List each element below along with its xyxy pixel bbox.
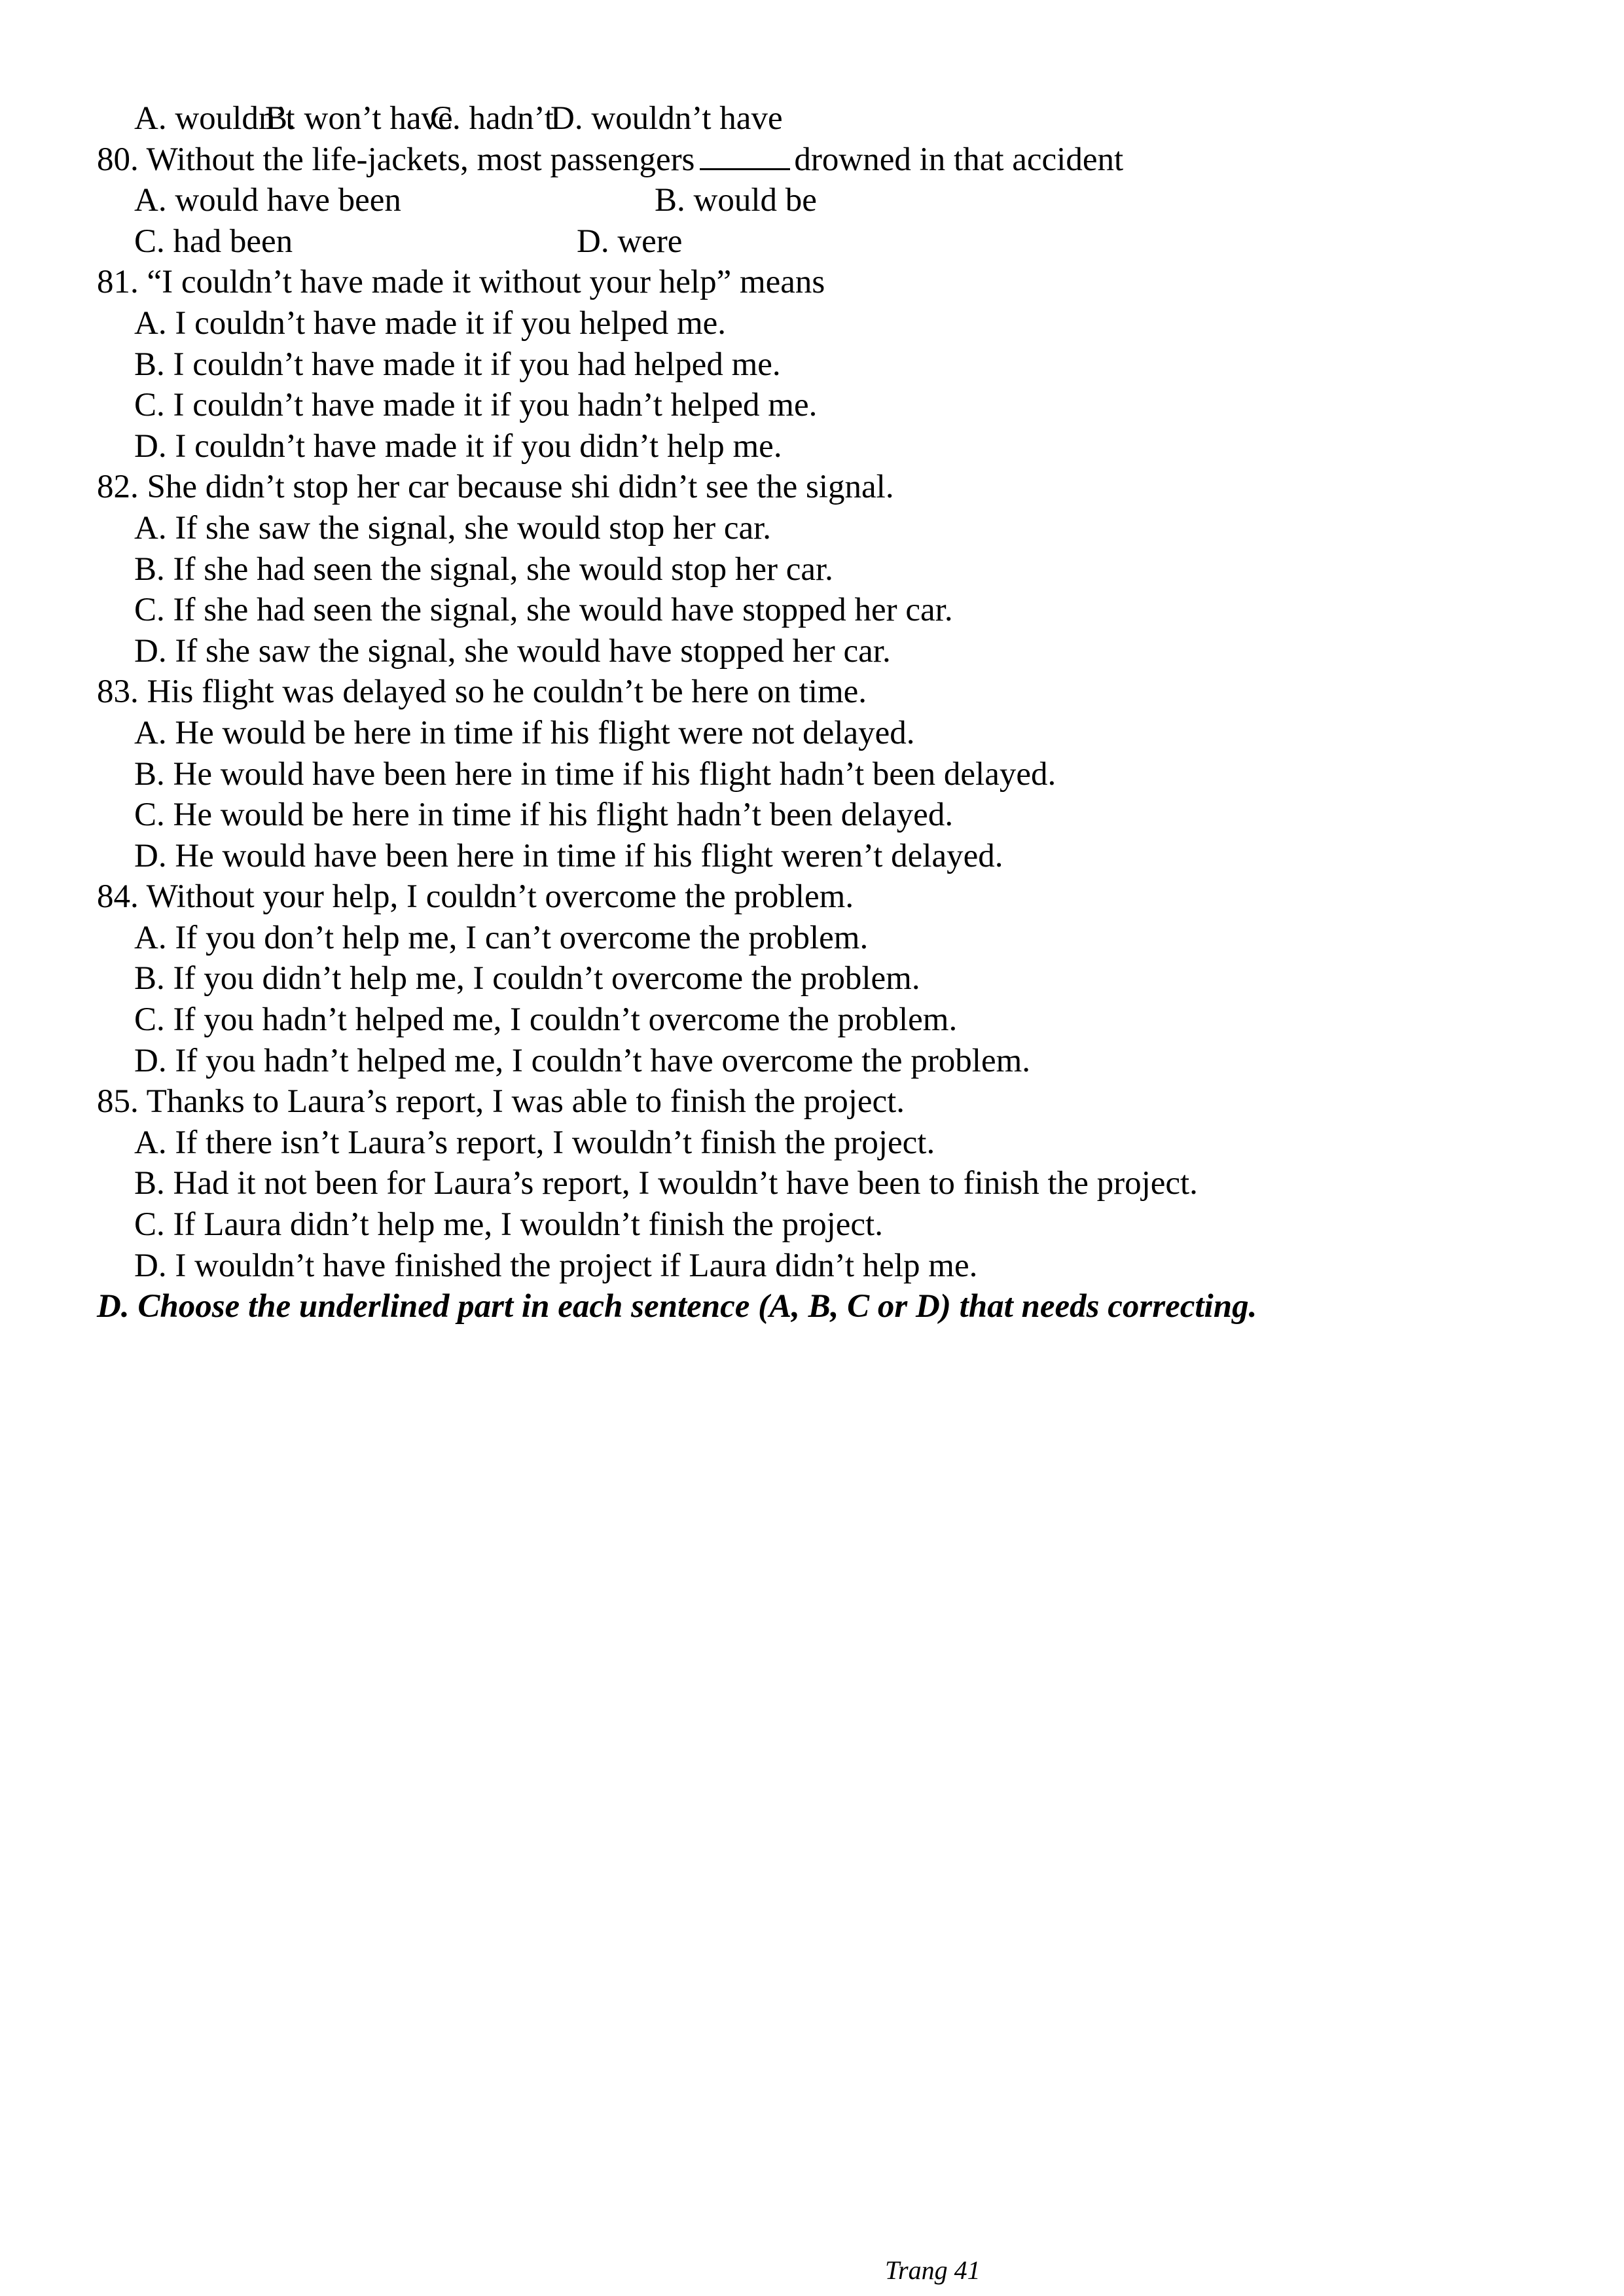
q84-option-c: C. If you hadn’t helped me, I couldn’t overcome the problem. xyxy=(134,1001,958,1039)
q85-option-a: A. If there isn’t Laura’s report, I wouldn’t finish the project. xyxy=(134,1124,935,1161)
q84-option-a: A. If you don’t help me, I can’t overcome the problem. xyxy=(134,919,869,956)
q85-option-b: B. Had it not been for Laura’s report, I wouldn’t have been to finish the project. xyxy=(134,1165,1198,1202)
q81-option-a: A. I couldn’t have made it if you helped me. xyxy=(134,304,727,342)
q80-stem xyxy=(97,139,1537,181)
page-content xyxy=(97,98,1537,1327)
q83-option-a: A. He would be here in time if his flight were not delayed. xyxy=(134,714,915,751)
q80-answer-blank xyxy=(700,142,790,170)
q81-stem: 81. “I couldn’t have made it without your help” means xyxy=(97,264,825,301)
q83-option-b: B. He would have been here in time if his flight hadn’t been delayed. xyxy=(134,755,1056,793)
q83-stem: 83. His flight was delayed so he couldn’t be here on time. xyxy=(97,673,867,711)
q81-option-d: D. I couldn’t have made it if you didn’t help me. xyxy=(134,427,782,465)
q80-option-c: C. had been xyxy=(134,223,293,260)
q80-stem-after: drowned in that accident xyxy=(794,141,1124,178)
q79-option-a: A. wouldn’t xyxy=(134,100,295,137)
page-number-footer: Trang 41 xyxy=(885,2255,981,2285)
q83-option-c: C. He would be here in time if his flight hadn’t been delayed. xyxy=(134,797,954,834)
q80-stem-before: Without the life-jackets, most passengers xyxy=(146,141,695,178)
q80-options-row-1 xyxy=(97,180,1537,221)
q84-option-b: B. If you didn’t help me, I couldn’t overcome the problem. xyxy=(134,960,920,997)
q84-stem: 84. Without your help, I couldn’t overcome the problem. xyxy=(97,878,854,916)
q85-stem: 85. Thanks to Laura’s report, I was able to finish the project. xyxy=(97,1083,905,1121)
q79-option-c: C. hadn’t xyxy=(430,100,554,137)
q82-option-a: A. If she saw the signal, she would stop her car. xyxy=(134,509,772,547)
q80-option-d: D. were xyxy=(577,223,683,260)
q80-number: 80. xyxy=(97,141,139,178)
q85-option-d: D. I wouldn’t have finished the project if Laura didn’t help me. xyxy=(134,1247,978,1284)
q83-option-d: D. He would have been here in time if his flight weren’t delayed. xyxy=(134,837,1003,874)
q81-option-b: B. I couldn’t have made it if you had helped me. xyxy=(134,346,781,383)
q82-option-b: B. If she had seen the signal, she would stop her car. xyxy=(134,550,833,588)
q80-option-b: B. would be xyxy=(655,182,817,219)
q81-option-c: C. I couldn’t have made it if you hadn’t helped me. xyxy=(134,387,818,424)
q82-option-c: C. If she had seen the signal, she would have stopped her car. xyxy=(134,592,953,629)
q84-option-d: D. If you hadn’t helped me, I couldn’t have overcome the problem. xyxy=(134,1042,1031,1079)
q79-option-d: D. wouldn’t have xyxy=(550,100,783,137)
q85-option-c: C. If Laura didn’t help me, I wouldn’t finish the project. xyxy=(134,1206,883,1244)
q82-stem: 82. She didn’t stop her car because shi didn’t see the signal. xyxy=(97,469,894,506)
q79-options-row xyxy=(97,98,1537,139)
q82-option-d: D. If she saw the signal, she would have stopped her car. xyxy=(134,632,891,670)
q80-options-row-2 xyxy=(97,221,1537,262)
q80-option-a: A. would have been xyxy=(134,182,401,219)
section-d-heading: D. Choose the underlined part in each sentence (A, B, C or D) that needs correcting. xyxy=(97,1288,1257,1325)
q79-option-b: B. won’t have xyxy=(265,100,453,137)
